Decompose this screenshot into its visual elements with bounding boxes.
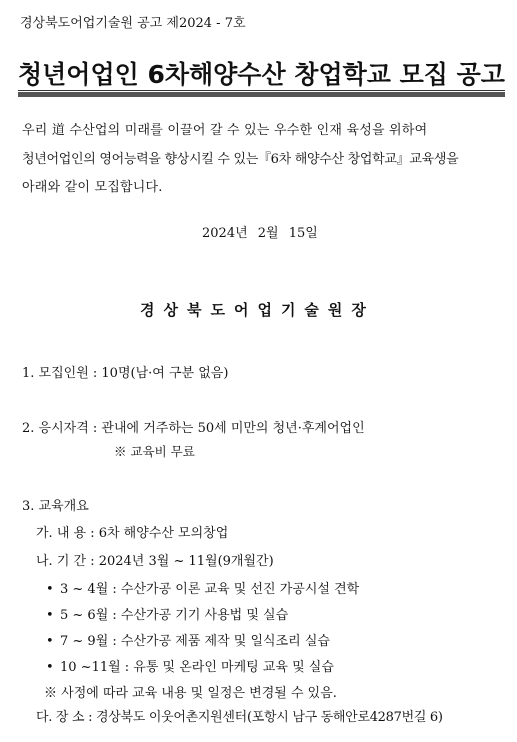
bullet-icon: • — [46, 582, 54, 597]
overview-place: 다. 장 소 : 경상북도 이웃어촌지원센터(포항시 남구 동해안로4287번길 6) — [36, 710, 443, 725]
issuer-name: 경상북도어업기술원장 — [140, 301, 375, 319]
intro-line-1: 우리 道 수산업의 미래를 이끌어 갈 수 있는 우수한 인재 육성을 위하여 — [22, 123, 428, 138]
overview-heading: 3. 교육개요 — [22, 499, 89, 514]
eligibility: 2. 응시자격 : 관내에 거주하는 50세 미만의 청년·후계어업인 — [22, 421, 365, 436]
title-divider-thick — [18, 92, 505, 97]
schedule-item — [46, 656, 334, 675]
schedule-text: 3 ~ 4월 : 수산가공 이론 교육 및 선진 가공시설 견학 — [60, 582, 360, 597]
schedule-item — [46, 630, 330, 649]
overview-period: 나. 기 간 : 2024년 3월 ~ 11월(9개월간) — [36, 554, 274, 569]
schedule-text: 7 ~ 9월 : 수산가공 제품 제작 및 일식조리 실습 — [60, 634, 330, 649]
announcement-date: 2024년 2월 15일 — [202, 226, 318, 241]
notice-number: 경상북도어업기술원 공고 제2024 - 7호 — [20, 16, 246, 31]
eligibility-note: ※ 교육비 무료 — [114, 444, 195, 459]
intro-line-3: 아래와 같이 모집합니다. — [22, 180, 163, 195]
intro-line-2: 청년어업인의 영어능력을 향상시킬 수 있는『6차 해양수산 창업학교』교육생을 — [22, 152, 459, 167]
recruit-count: 1. 모집인원 : 10명(남·여 구분 없음) — [22, 366, 229, 381]
bullet-icon: • — [46, 660, 54, 675]
bullet-icon: • — [46, 608, 54, 623]
schedule-item — [46, 578, 359, 597]
overview-content: 가. 내 용 : 6차 해양수산 모의창업 — [36, 526, 229, 541]
schedule-text: 5 ~ 6월 : 수산가공 기기 사용법 및 실습 — [60, 608, 289, 623]
schedule-item — [46, 604, 288, 623]
bullet-icon: • — [46, 634, 54, 649]
page-title: 청년어업인 6차해양수산 창업학교 모집 공고 — [18, 60, 505, 89]
title-divider-thin — [18, 90, 505, 91]
schedule-change-notice: ※ 사정에 따라 교육 내용 및 일정은 변경될 수 있음. — [44, 686, 337, 701]
schedule-text: 10 ~11월 : 유통 및 온라인 마케팅 교육 및 실습 — [60, 660, 334, 675]
